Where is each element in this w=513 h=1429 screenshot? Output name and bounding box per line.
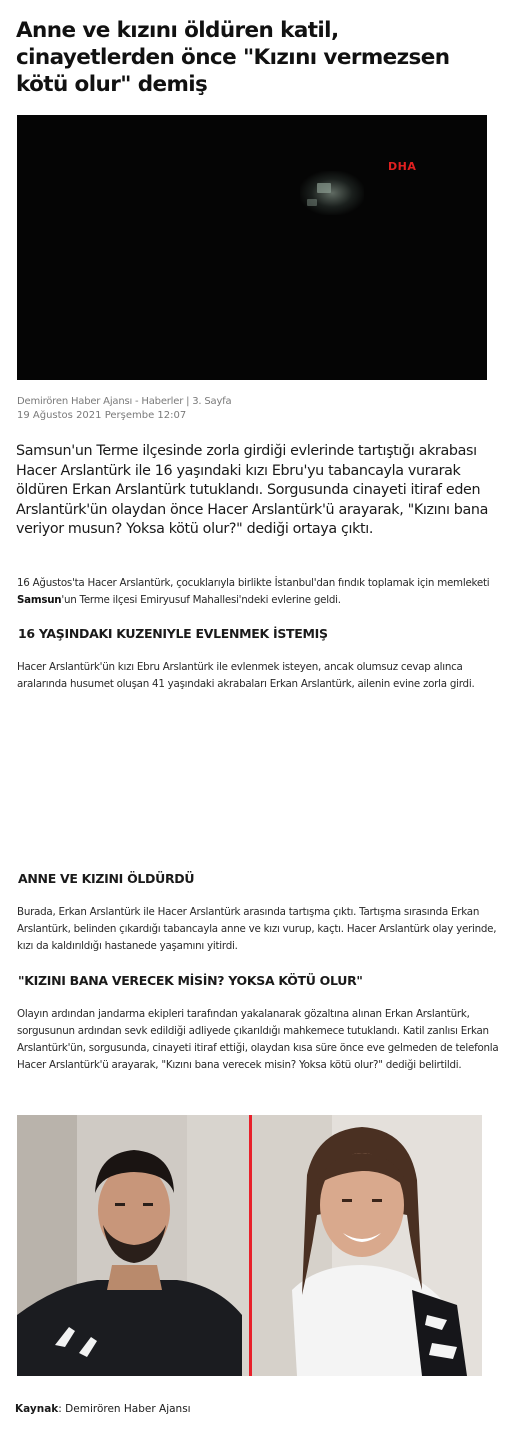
lit-window xyxy=(317,183,331,193)
night-light-glow xyxy=(300,171,364,215)
article-source[interactable]: Demirören Haber Ajansı - Haberler | 3. Sayfa xyxy=(17,396,232,407)
paragraph-1-text: 16 Ağustos'ta Hacer Arslantürk, çocuklarıyla birlikte İstanbul'dan fındık toplamak için memleketi xyxy=(17,577,490,589)
paragraph-2: Hacer Arslantürk'ün kızı Ebru Arslantürk ile evlenmek isteyen, ancak olumsuz cevap alınca aralarında husumet oluşan 41 yaşındaki akrabaları Erkan Arslantürk, ailenin evine zorla girdi. xyxy=(17,661,475,690)
article-meta xyxy=(17,395,231,423)
dha-logo: DHA xyxy=(388,160,417,173)
paragraph-4: Olayın ardından jandarma ekipleri tarafından yakalanarak gözaltına alınan Erkan Arslantürk, sorgusunun ardından sevk edildiği adliyede çıkarıldığı mahkemece tutuklandı. Katil zanlısı Erkan Arslantürk'ün, sorgusunda, cinayeti itiraf ettiği, olaydan kısa süre önce eve gelmeden de telefonla Hacer Arslantürk'ü arayarak, "Kızını bana verecek misin? Yoksa kötü olur?" dediği belirtildi. xyxy=(17,1008,499,1071)
source-credit xyxy=(15,1402,191,1416)
paragraph-1 xyxy=(17,575,507,609)
lit-window xyxy=(307,199,317,206)
paragraph-1-text-end: 'un Terme ilçesi Emiryusuf Mahallesi'ndeki evlerine geldi. xyxy=(61,594,341,606)
article-lead: Samsun'un Terme ilçesinde zorla girdiği evlerinde tartıştığı akrabası Hacer Arslantürk ile 16 yaşındaki kızı Ebru'yu tabancayla vurarak öldüren Erkan Arslantürk tutuklandı. Sorgusunda cinayeti itiraf eden Arslantürk'ün olaydan önce Hacer Arslantürk'ü arayarak, "Kızını bana veriyor musun? Yoksa kötü olur?" dediği ortaya çıktı. xyxy=(16,443,489,537)
photo-illustration xyxy=(17,1115,482,1376)
credit-value: : Demirören Haber Ajansı xyxy=(58,1403,191,1415)
section-heading-3: "KIZINI BANA VERECEK MİSİN? YOKSA KÖTÜ OLUR" xyxy=(18,973,363,988)
paragraph-3: Burada, Erkan Arslantürk ile Hacer Arslantürk arasında tartışma çıktı. Tartışma sırasında Erkan Arslantürk, belinden çıkardığı tabancayla anne ve kızı vurup, kaçtı. Hacer Arslantürk olay yerinde, kızı da kaldırıldığı hastanede yaşamını yitirdi. xyxy=(17,906,497,952)
article-title: Anne ve kızını öldüren katil, cinayetlerden önce "Kızını vermezsen kötü olur" demiş xyxy=(16,18,450,97)
article-photo xyxy=(17,1115,482,1376)
credit-label: Kaynak xyxy=(15,1403,59,1415)
section-heading-1: 16 YAŞINDAKI KUZENIYLE EVLENMEK İSTEMIŞ xyxy=(18,626,328,641)
section-heading-2: ANNE VE KIZINI ÖLDÜRDÜ xyxy=(18,871,195,886)
video-player[interactable] xyxy=(17,115,487,380)
samsun-link[interactable]: Samsun xyxy=(17,594,62,606)
article-date: 19 Ağustos 2021 Perşembe 12:07 xyxy=(17,410,187,421)
